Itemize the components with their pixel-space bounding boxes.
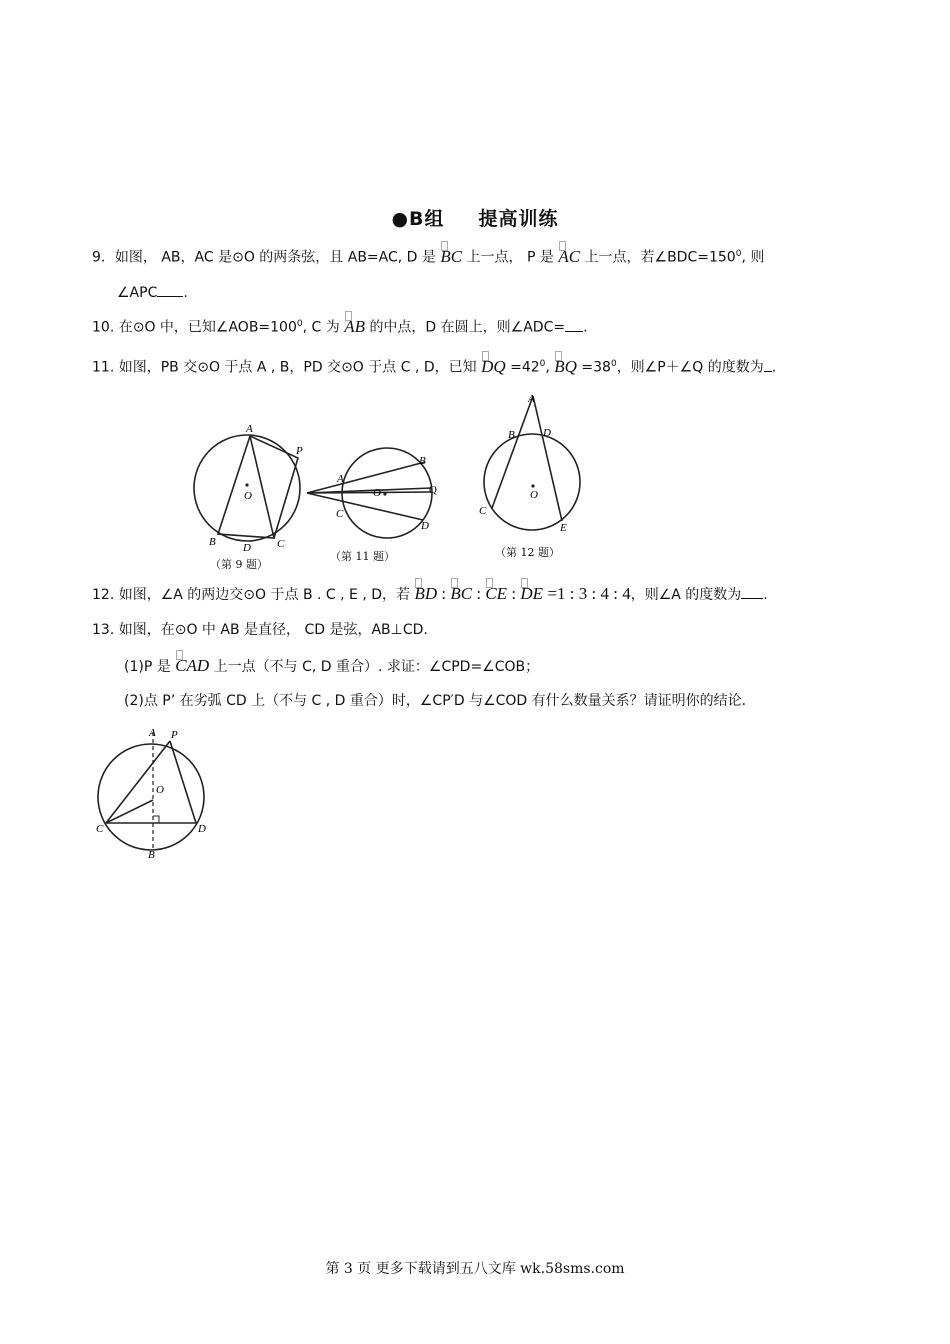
- figure-11: [305, 444, 450, 544]
- arc-bc: BC: [440, 246, 463, 266]
- arc-bd: BD: [414, 584, 438, 603]
- answer-blank[interactable]: [565, 317, 583, 332]
- fig12-label-c: C: [479, 505, 487, 517]
- arc-de: DE: [520, 584, 543, 603]
- fig11-label-d: D: [421, 520, 429, 532]
- answer-blank[interactable]: [741, 584, 763, 599]
- fig11-label-a: A: [337, 473, 344, 485]
- fig13-label-a: A: [149, 727, 156, 739]
- fig12-label-b: B: [508, 429, 515, 441]
- fig11-caption: （第 11 题）: [330, 550, 395, 563]
- fig13-label-o: O: [156, 784, 164, 796]
- arc-bq: BQ: [554, 356, 577, 376]
- fig9-label-c: C: [277, 538, 285, 550]
- fig11-label-o: O: [373, 487, 381, 499]
- fig12-caption: （第 12 题）: [495, 546, 560, 559]
- fig11-label-b: B: [419, 455, 426, 467]
- fig13-label-p: P: [171, 729, 178, 741]
- fig13-label-c: C: [96, 823, 104, 835]
- arc-dq: DQ: [481, 356, 506, 376]
- fig9-label-a: A: [246, 423, 253, 435]
- arc-ab: AB: [344, 316, 365, 336]
- question-9: 9．如图， AB，AC 是⊙O 的两条弦，且 AB=AC, D 是 BC 上一点， P 是 AC 上一点，若$\angle BDC=150^0$, 则: [92, 246, 765, 266]
- arc-ratio: =1 : 3 : 4 : 4: [547, 584, 631, 603]
- section-subtitle: 提高训练: [478, 208, 559, 230]
- figure-9: [190, 420, 310, 570]
- arc-ac: AC: [558, 246, 581, 266]
- fig13-label-d: D: [198, 823, 206, 835]
- question-10: 10. 在⊙O 中，已知$\angle AOB=100^0$, C 为 AB 的中点，D 在圆上，则∠ADC= .: [92, 316, 588, 336]
- question-11: 11. 如图，PB 交⊙O 于点 A , B，PD 交⊙O 于点 C , D，已知 DQ $=42^0$, BQ $=38^0$，则∠P＋∠Q 的度数为 .: [92, 356, 777, 376]
- question-9-line2: ∠APC .: [117, 282, 188, 303]
- fig12-label-o: O: [530, 489, 538, 501]
- fig9-label-d: D: [243, 542, 251, 554]
- figure-12: [470, 390, 590, 540]
- bullet: ●: [391, 208, 410, 230]
- question-13-stem: 13. 如图，在⊙O 中 AB 是直径， CD 是弦，AB⊥CD.: [92, 622, 428, 638]
- section-group: B组: [409, 208, 445, 230]
- page-footer: 第 3 页 更多下载请到五八文库 wk.58sms.com: [325, 1261, 625, 1277]
- section-title: [0, 204, 950, 231]
- arc-bc: BC: [450, 584, 473, 603]
- question-12: 12. 如图，∠A 的两边交⊙O 于点 B . C , E , D，若 BD : BC : CE : DE =1 : 3 : 4 : 4，则∠A 的度数为 .: [92, 584, 768, 603]
- fig9-label-b: B: [209, 536, 216, 548]
- answer-blank[interactable]: [764, 357, 772, 372]
- fig9-caption: （第 9 题）: [210, 558, 268, 571]
- fig12-label-d: D: [543, 427, 551, 439]
- fig9-label-o: O: [244, 490, 252, 502]
- fig13-label-b: B: [148, 849, 155, 861]
- arc-cad: CAD: [175, 656, 210, 675]
- fig11-label-q: Q: [429, 484, 437, 496]
- figure-13: [92, 724, 212, 864]
- arc-ce: CE: [485, 584, 508, 603]
- fig9-label-p: P: [296, 445, 303, 457]
- fig12-label-e: E: [560, 522, 567, 534]
- question-13-part1: (1)P 是 CAD 上一点（不与 C, D 重合）. 求证：∠CPD=∠COB；: [124, 656, 540, 675]
- question-13-part2: (2)点 P’ 在劣弧 CD 上（不与 C , D 重合）时，∠CP′D 与∠COD 有什么数量关系？请证明你的结论.: [124, 693, 747, 709]
- fig12-label-a: A: [528, 393, 535, 405]
- fig11-label-c: C: [336, 508, 344, 520]
- answer-blank[interactable]: [157, 282, 183, 297]
